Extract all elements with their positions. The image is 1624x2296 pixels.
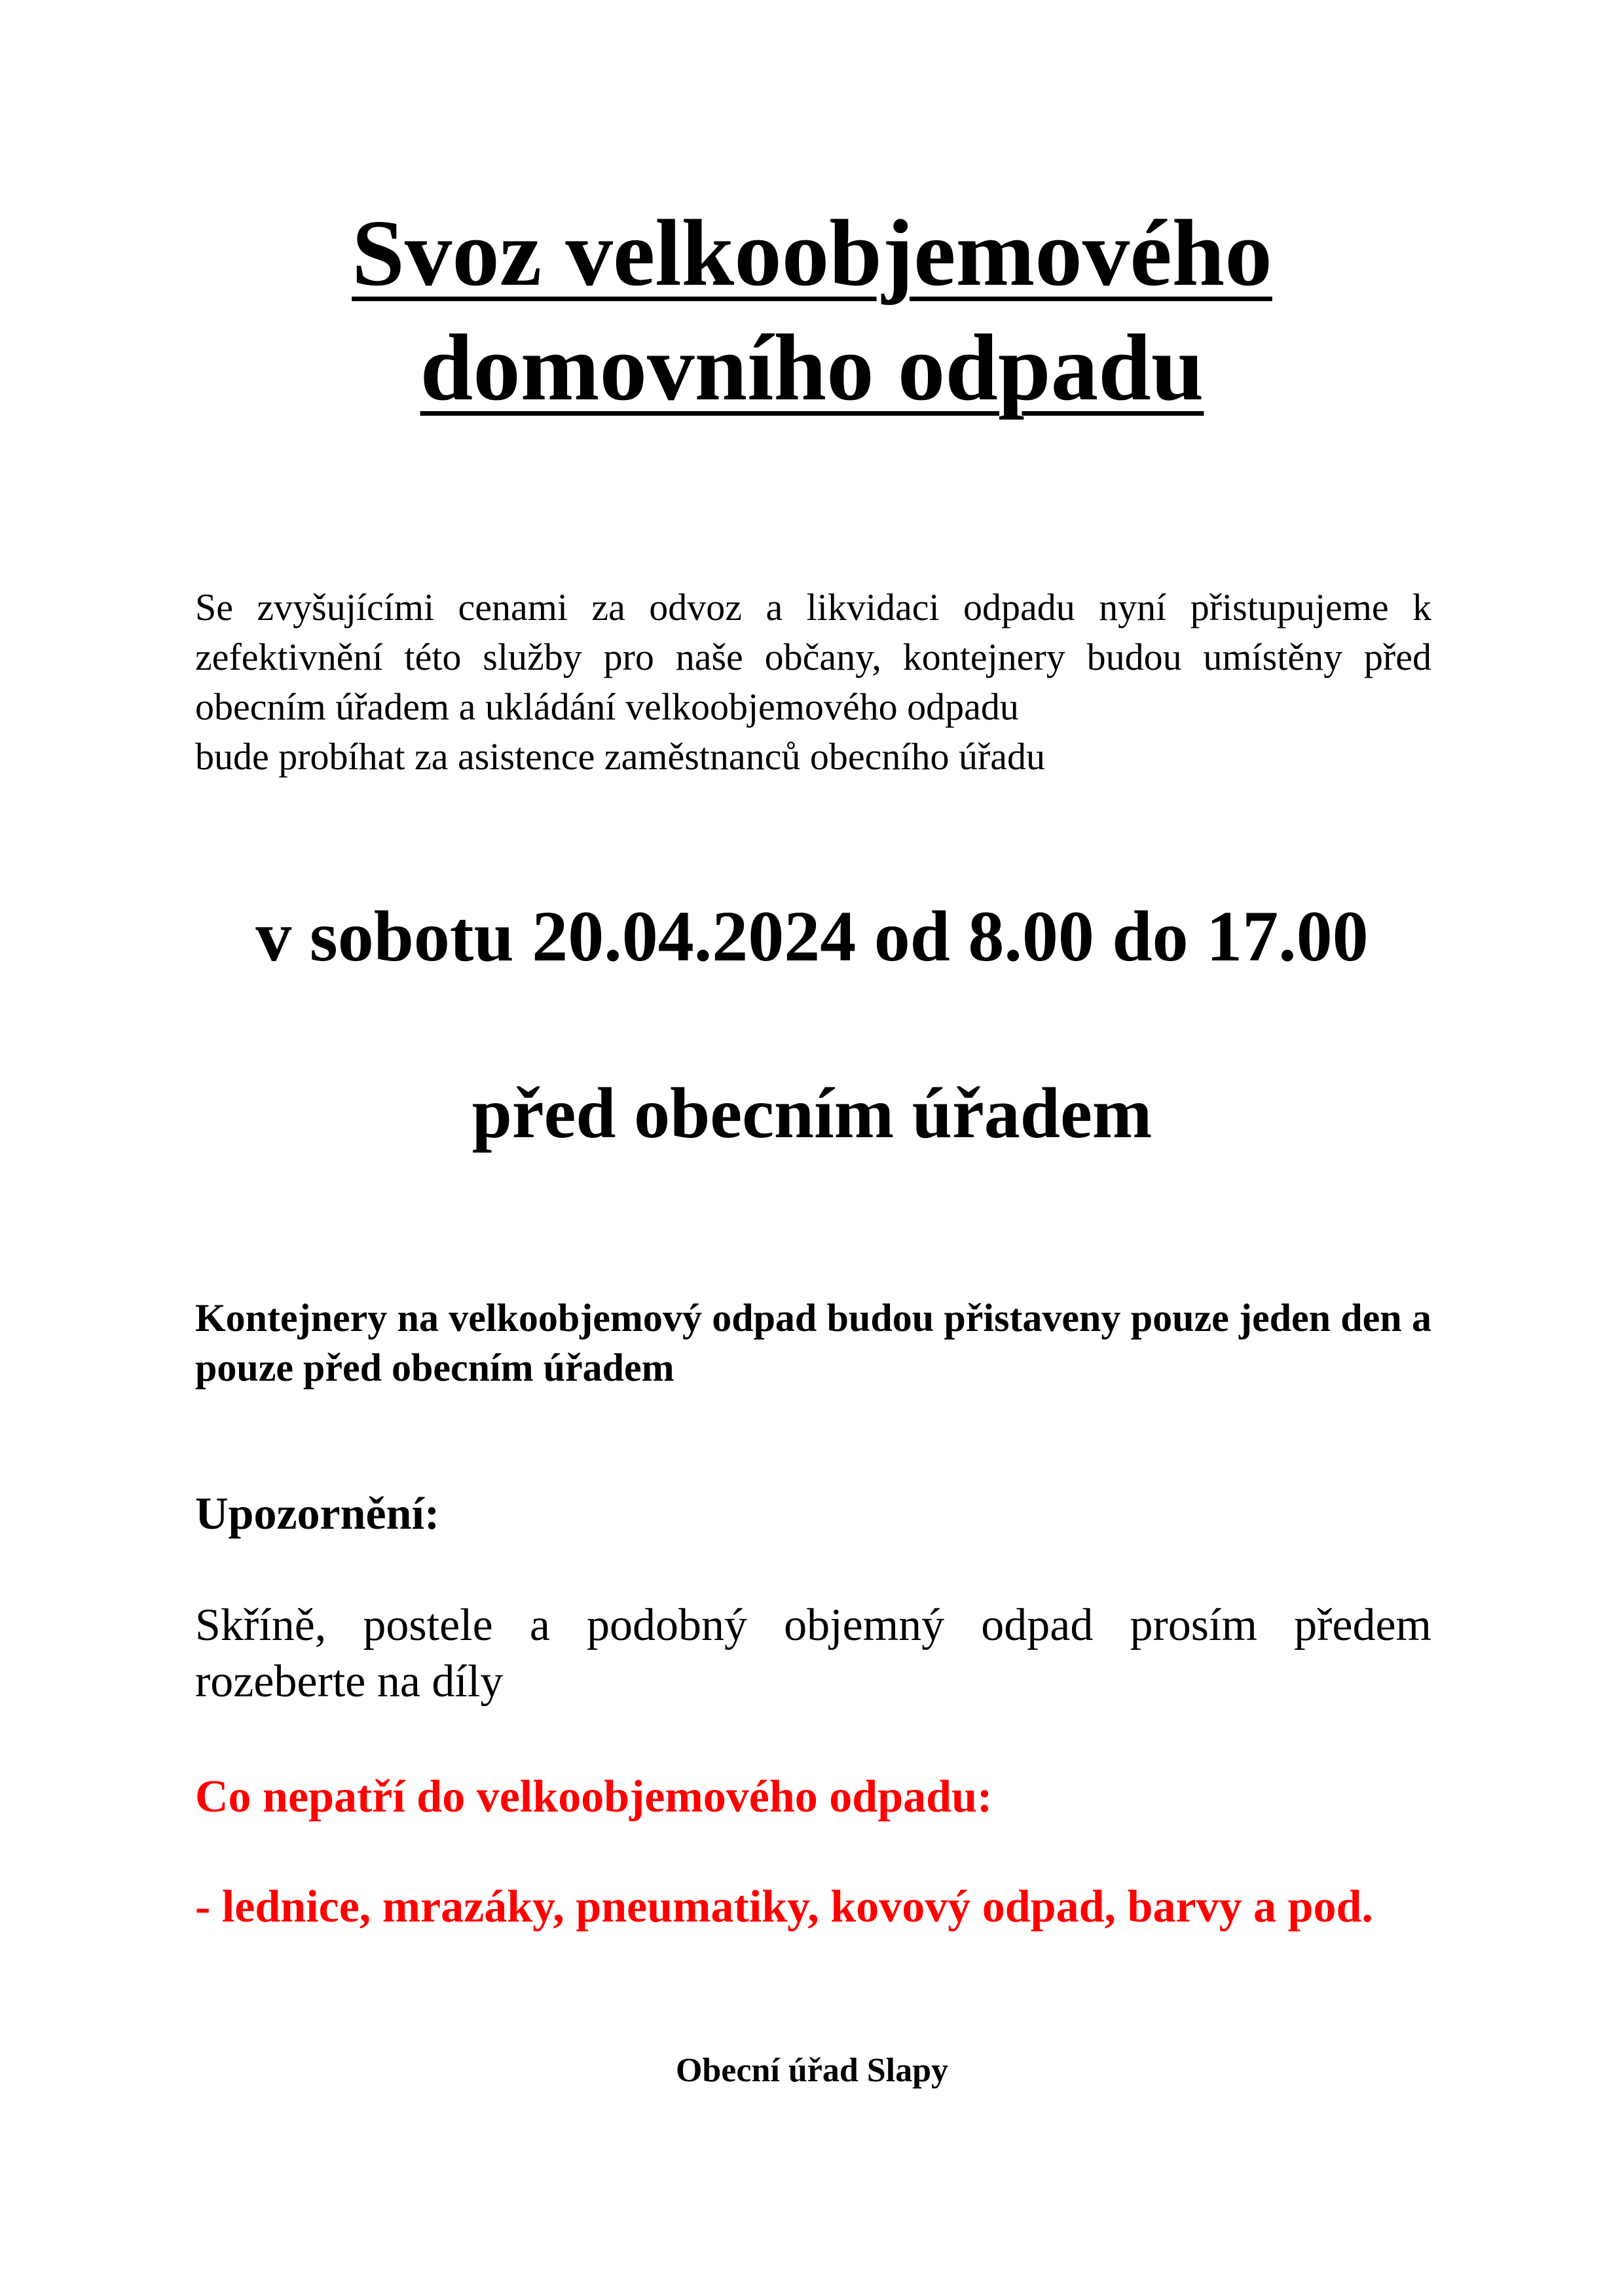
containers-note: Kontejnery na velkoobjemový odpad budou přistaveny pouze jeden den a pouze před obecním úřadem [195,1296,1431,1389]
intro-body: Se zvyšujícími cenami za odvoz a likvidaci odpadu nyní přistupujeme k zefektivnění této služby pro naše občany, kontejnery budou umístěny před obecním úřadem a ukládání velkoobjemového odpadu [195,586,1431,728]
not-allowed-items: - lednice, mrazáky, pneumatiky, kovový odpad, barvy a pod. [195,1882,1373,1932]
intro-last-line: bude probíhat za asistence zaměstnanců obecního úřadu [195,735,1046,778]
warning-heading: Upozornění: [195,1489,440,1539]
warning-text: Skříně, postele a podobný objemný odpad prosím předem rozeberte na díly [195,1600,1431,1707]
title-line-1: Svoz velkoobjemového [352,201,1272,306]
event-place: před obecním úřadem [471,1073,1153,1153]
page-title [0,196,1624,426]
signature: Obecní úřad Slapy [675,2052,949,2089]
not-allowed-heading: Co nepatří do velkoobjemového odpadu: [195,1772,993,1822]
title-line-2: domovního odpadu [420,316,1204,420]
intro-paragraph [195,583,1431,782]
event-date-time: v sobotu 20.04.2024 od 8.00 do 17.00 [255,896,1369,976]
